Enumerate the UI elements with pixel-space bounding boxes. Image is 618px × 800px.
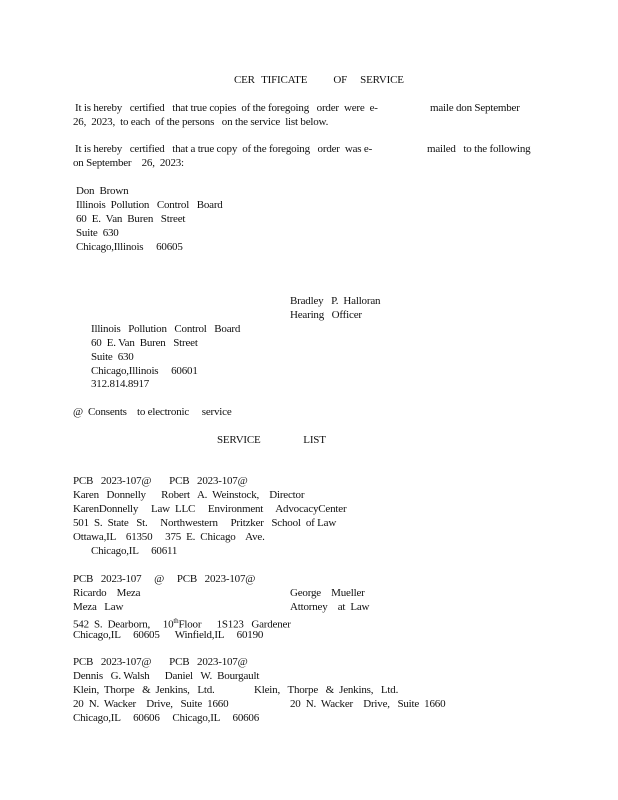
list-item: Klein, Thorpe & Jenkins, Ltd. xyxy=(254,684,399,696)
para2-line2: on September 26, 2023: xyxy=(73,157,184,169)
list-item: Klein, Thorpe & Jenkins, Ltd. xyxy=(73,684,215,696)
consent-note: @ Consents to electronic service xyxy=(73,406,232,418)
para1-line2: 26, 2023, to each of the persons on the service list below. xyxy=(73,116,329,128)
case-numbers: PCB 2023-107@ PCB 2023-107@ xyxy=(73,656,248,668)
list-item: 20 N. Wacker Drive, Suite 1660 xyxy=(290,698,446,710)
address-line: 60 E. Van Buren Street xyxy=(91,337,198,349)
ordinal-suffix: th xyxy=(173,617,179,625)
address-text: Floor 1S123 Gardener xyxy=(178,618,291,631)
list-item: Dennis G. Walsh Daniel W. Bourgault xyxy=(73,670,260,682)
service-list-heading: SERVICE LIST xyxy=(217,434,326,446)
address-line: Suite 630 xyxy=(91,351,134,363)
case-numbers: PCB 2023-107@ PCB 2023-107@ xyxy=(73,475,248,487)
address-line: Chicago,Illinois 60605 xyxy=(76,241,183,253)
case-numbers: PCB 2023-107 @ PCB 2023-107@ xyxy=(73,573,256,585)
list-item: Attorney at Law xyxy=(290,601,370,613)
list-item: Meza Law xyxy=(73,601,124,613)
list-item: Chicago,IL 60606 Chicago,IL 60606 xyxy=(73,712,260,724)
phone-number: 312.814.8917 xyxy=(91,378,150,390)
list-item: Karen Donnelly Robert A. Weinstock, Director xyxy=(73,489,305,501)
signer-name: Bradley P. Halloran xyxy=(290,295,381,307)
list-item: 501 S. State St. Northwestern Pritzker School of Law xyxy=(73,517,337,529)
list-item: Chicago,IL 60611 xyxy=(91,545,178,557)
address-line: Chicago,Illinois 60601 xyxy=(91,365,198,377)
list-item: Ottawa,IL 61350 375 E. Chicago Ave. xyxy=(73,531,265,543)
signer-title: Hearing Officer xyxy=(290,309,362,321)
para1-line1-end: maile don September xyxy=(430,102,520,114)
list-item: George Mueller xyxy=(290,587,365,599)
para2-line1-end: mailed to the following xyxy=(427,143,531,155)
address-line: Illinois Pollution Control Board xyxy=(91,323,241,335)
address-text: 542 S. Dearborn, 10 xyxy=(73,618,174,631)
list-item: Ricardo Meza xyxy=(73,587,141,599)
list-item: Chicago,IL 60605 Winfield,IL 60190 xyxy=(73,629,264,641)
para1-line1: It is hereby certified that true copies of the foregoing order were e- xyxy=(75,102,378,114)
para2-line1: It is hereby certified that a true copy of the foregoing order was e- xyxy=(75,143,373,155)
address-line: Suite 630 xyxy=(76,227,119,239)
address-line: 60 E. Van Buren Street xyxy=(76,213,186,225)
list-item: KarenDonnelly Law LLC Environment AdvocacyCenter xyxy=(73,503,347,515)
address-line: Don Brown xyxy=(76,185,129,197)
address-line: Illinois Pollution Control Board xyxy=(76,199,223,211)
certificate-title: CER TIFICATE OF SERVICE xyxy=(234,74,404,86)
list-item: 20 N. Wacker Drive, Suite 1660 xyxy=(73,698,229,710)
